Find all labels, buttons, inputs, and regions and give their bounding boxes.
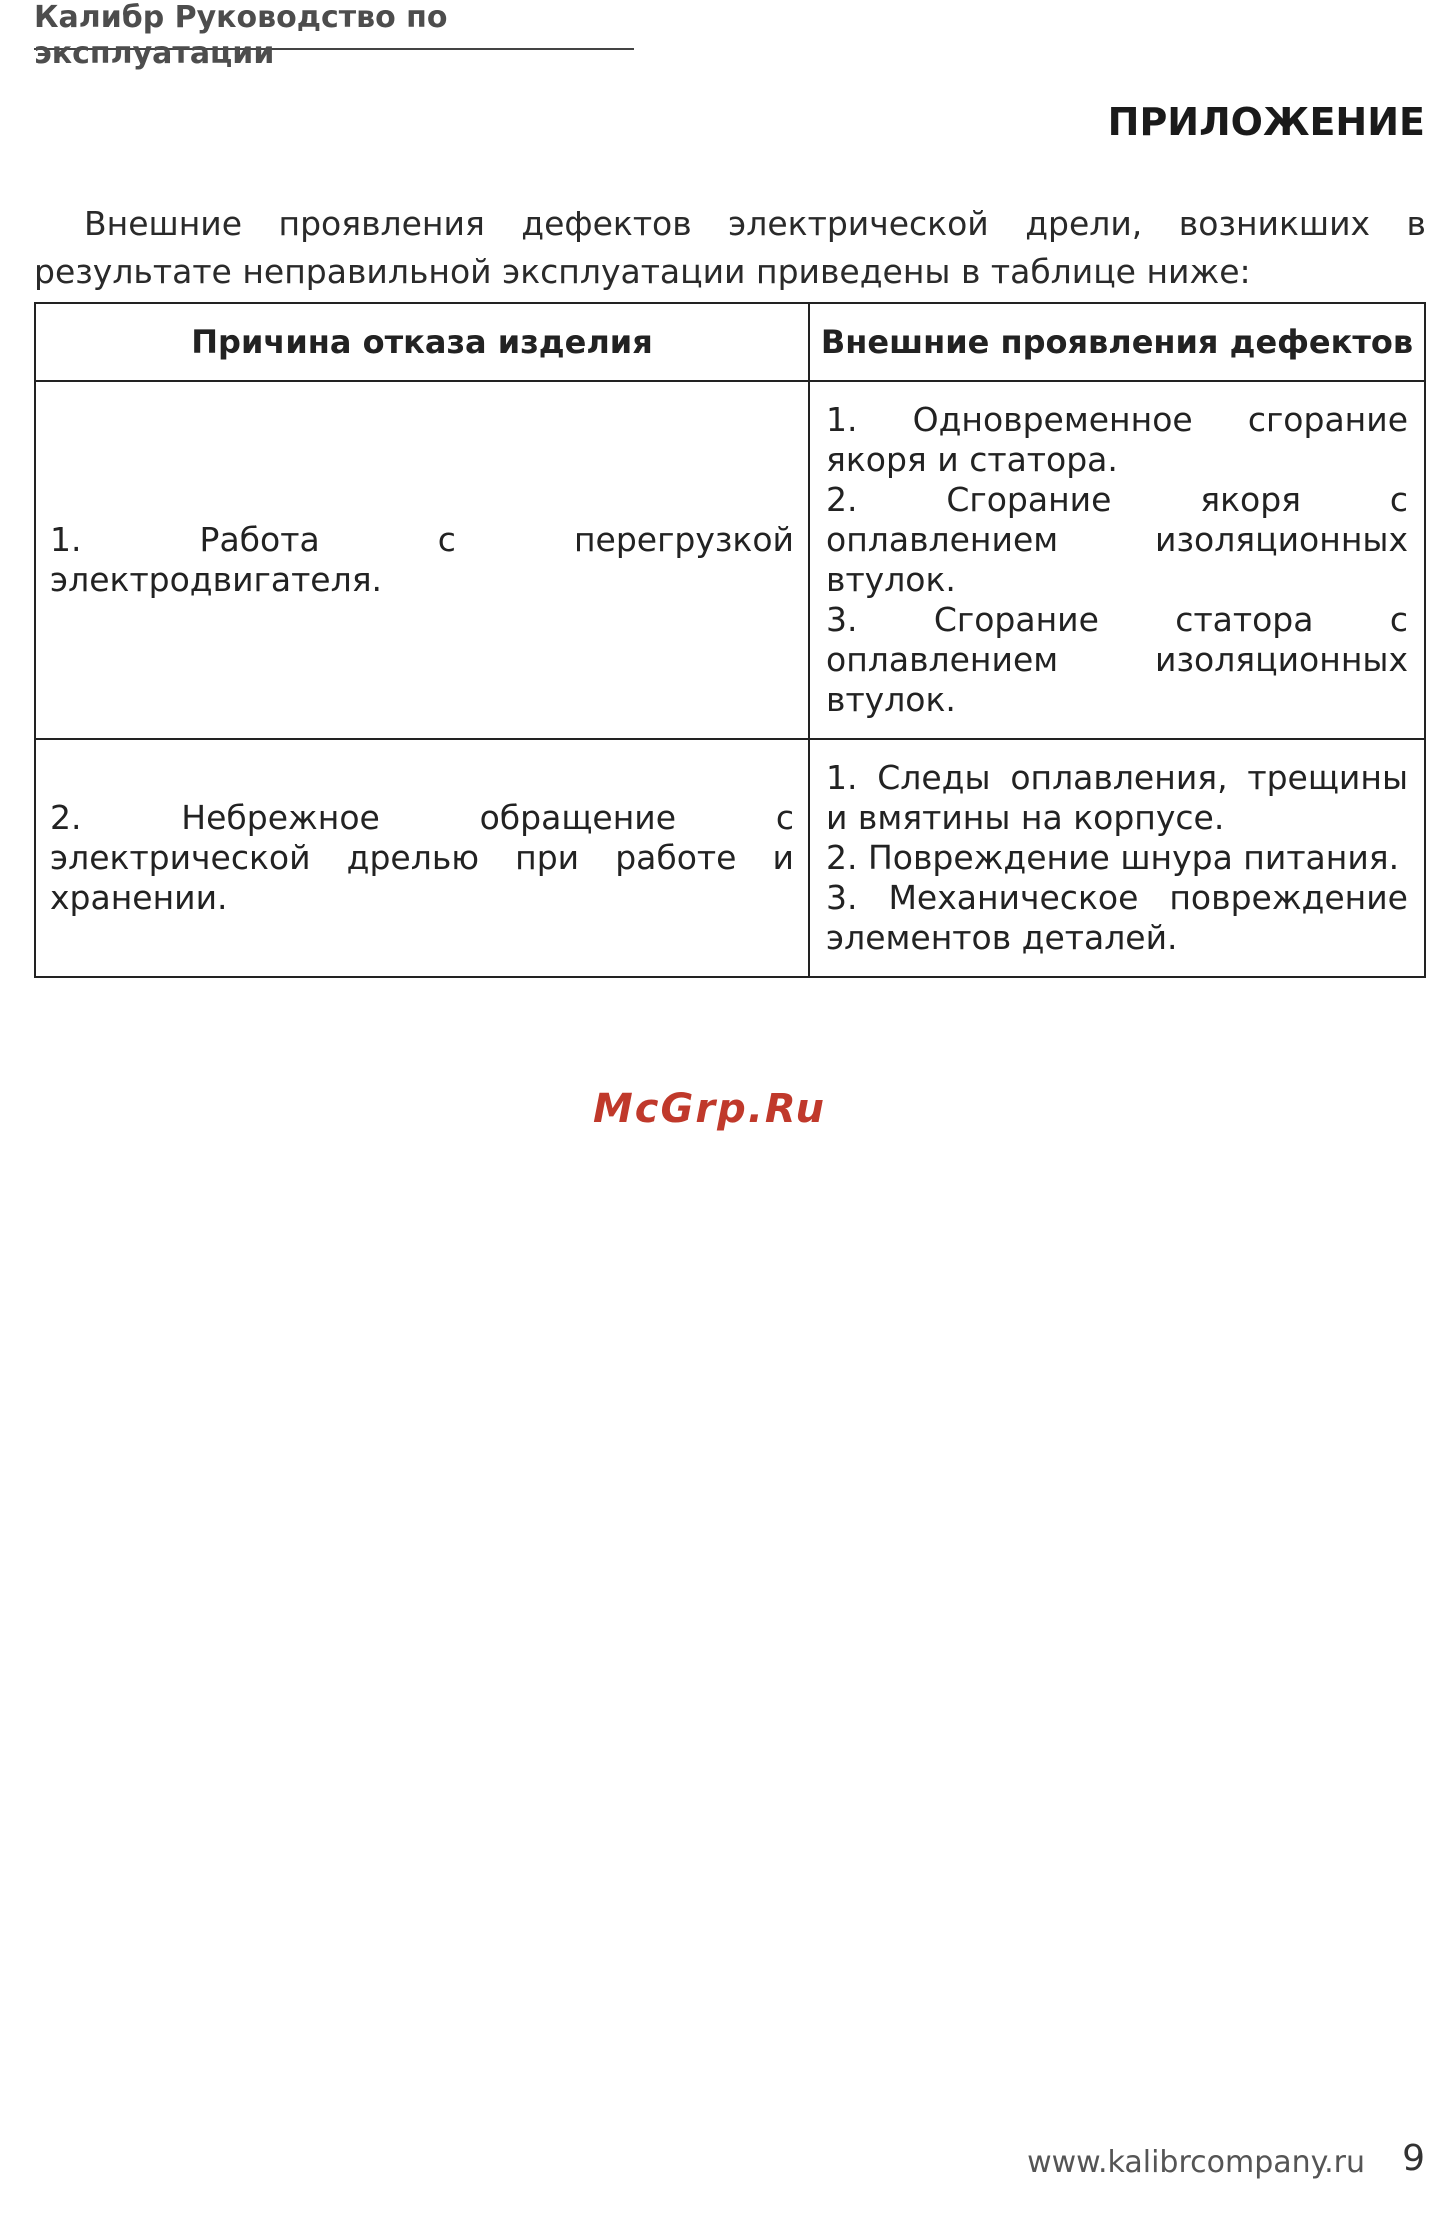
table-row (35, 381, 1425, 739)
effect-item: 3. Сгорание статора с оплавлением изоляционных втулок. (826, 600, 1408, 719)
header-cause: Причина отказа изделия (35, 303, 809, 381)
effect-item: 1. Одновременное сгорание якоря и статора. (826, 400, 1408, 479)
header-effects: Внешние проявления дефектов (809, 303, 1425, 381)
running-header: Калибр Руководство по эксплуатации (34, 0, 634, 50)
section-title: ПРИЛОЖЕНИЕ (1107, 100, 1425, 144)
defects-table (34, 302, 1426, 978)
cause-cell: 1. Работа с перегрузкой электродвигателя. (35, 381, 809, 739)
effect-item: 2. Сгорание якоря с оплавлением изоляционных втулок. (826, 480, 1408, 599)
effect-item: 1. Следы оплавления, трещины и вмятины на корпусе. (826, 758, 1408, 837)
watermark: McGrp.Ru (593, 1086, 826, 1132)
table-row (35, 739, 1425, 977)
effects-cell (809, 739, 1425, 977)
page-number: 9 (1402, 2138, 1425, 2179)
effect-item: 2. Повреждение шнура питания. (826, 838, 1400, 877)
footer-url-link[interactable]: www.kalibrcompany.ru (1027, 2145, 1365, 2180)
cause-cell: 2. Небрежное обращение с электрической дрелью при работе и хранении. (35, 739, 809, 977)
effects-cell (809, 381, 1425, 739)
table-header-row (35, 303, 1425, 381)
effect-item: 3. Механическое повреждение элементов деталей. (826, 878, 1408, 957)
intro-paragraph: Внешние проявления дефектов электрической дрели, возникших в результате неправильной эксплуатации приведены в таблице ниже: (34, 204, 1426, 291)
